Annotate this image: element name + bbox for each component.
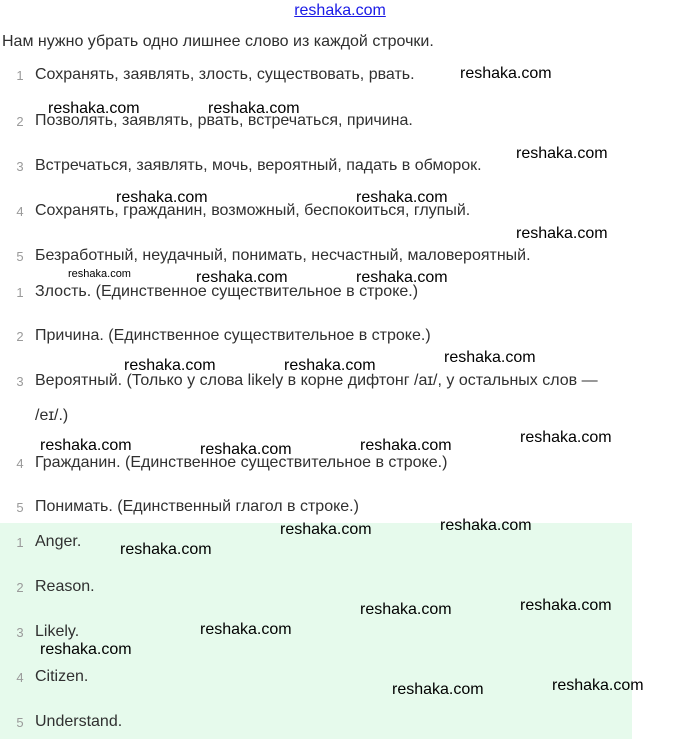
row-text: Гражданин. (Единственное существительное в строке.): [35, 454, 448, 471]
watermark: reshaka.com: [116, 189, 208, 206]
watermark: reshaka.com: [392, 681, 484, 698]
row-text: Сохранять, заявлять, злость, существовать, рвать.: [35, 66, 415, 83]
row-number: 5: [16, 249, 24, 264]
row-text: Вероятный. (Только у слова likely в корне дифтонг /aɪ/, у остальных слов —: [35, 372, 598, 389]
answer-row-2: [0, 327, 680, 351]
watermark: reshaka.com: [208, 100, 300, 117]
watermark: reshaka.com: [200, 441, 292, 458]
watermark: reshaka.com: [196, 269, 288, 286]
watermark: reshaka.com: [444, 349, 536, 366]
watermark: reshaka.com: [552, 677, 644, 694]
row-text: Безработный, неудачный, понимать, несчастный, маловероятный.: [35, 247, 531, 264]
row-number: 2: [16, 114, 24, 129]
row-text: Встречаться, заявлять, мочь, вероятный, падать в обморок.: [35, 157, 482, 174]
watermark: reshaka.com: [48, 100, 140, 117]
row-number: 5: [16, 500, 24, 515]
row-number: 1: [16, 68, 24, 83]
answer-row-5: [0, 498, 680, 522]
row-text: Позволять, заявлять, рвать, встречаться, причина.: [35, 112, 413, 129]
row-text: Сохранять, гражданин, возможный, беспокоиться, глупый.: [35, 202, 471, 219]
row-number: 3: [16, 374, 24, 389]
watermark: reshaka.com: [280, 521, 372, 538]
row-number: 2: [16, 580, 24, 595]
row-number: 4: [16, 204, 24, 219]
row-number: 5: [16, 715, 24, 730]
intro-text: Нам нужно убрать одно лишнее слово из каждой строчки.: [2, 33, 434, 50]
row-text: Citizen.: [35, 668, 89, 685]
watermark: reshaka.com: [200, 621, 292, 638]
watermark: reshaka.com: [516, 145, 608, 162]
watermark: reshaka.com: [68, 268, 131, 280]
row-text: Reason.: [35, 578, 95, 595]
row-text: Anger.: [35, 533, 82, 550]
row-number: 2: [16, 329, 24, 344]
answer-row-3: [0, 372, 680, 396]
row-text: Причина. (Единственное существительное в строке.): [35, 327, 431, 344]
watermark: reshaka.com: [440, 517, 532, 534]
row-text: Злость. (Единственное существительное в строке.): [35, 283, 419, 300]
watermark: reshaka.com: [520, 597, 612, 614]
row-number: 3: [16, 159, 24, 174]
watermark: reshaka.com: [360, 601, 452, 618]
task-row-4: [0, 202, 680, 226]
english-row-5: [0, 713, 680, 737]
answer-row-3-continuation: /eɪ/.): [35, 407, 69, 424]
watermark: reshaka.com: [356, 189, 448, 206]
row-number: 4: [16, 456, 24, 471]
watermark: reshaka.com: [120, 541, 212, 558]
row-text: Likely.: [35, 623, 80, 640]
watermark: reshaka.com: [284, 357, 376, 374]
watermark: reshaka.com: [40, 641, 132, 658]
watermark: reshaka.com: [124, 357, 216, 374]
row-text: Understand.: [35, 713, 123, 730]
watermark: reshaka.com: [520, 429, 612, 446]
row-number: 1: [16, 535, 24, 550]
watermark: reshaka.com: [356, 269, 448, 286]
answer-row-1: [0, 283, 680, 307]
row-text: Понимать. (Единственный глагол в строке.): [35, 498, 359, 515]
watermark: reshaka.com: [516, 225, 608, 242]
answer-row-4: [0, 454, 680, 478]
watermark: reshaka.com: [360, 437, 452, 454]
row-number: 4: [16, 670, 24, 685]
row-number: 3: [16, 625, 24, 640]
row-number: 1: [16, 285, 24, 300]
task-row-1: [0, 66, 680, 90]
watermark: reshaka.com: [460, 65, 552, 82]
site-link[interactable]: reshaka.com: [294, 2, 386, 19]
watermark: reshaka.com: [40, 437, 132, 454]
